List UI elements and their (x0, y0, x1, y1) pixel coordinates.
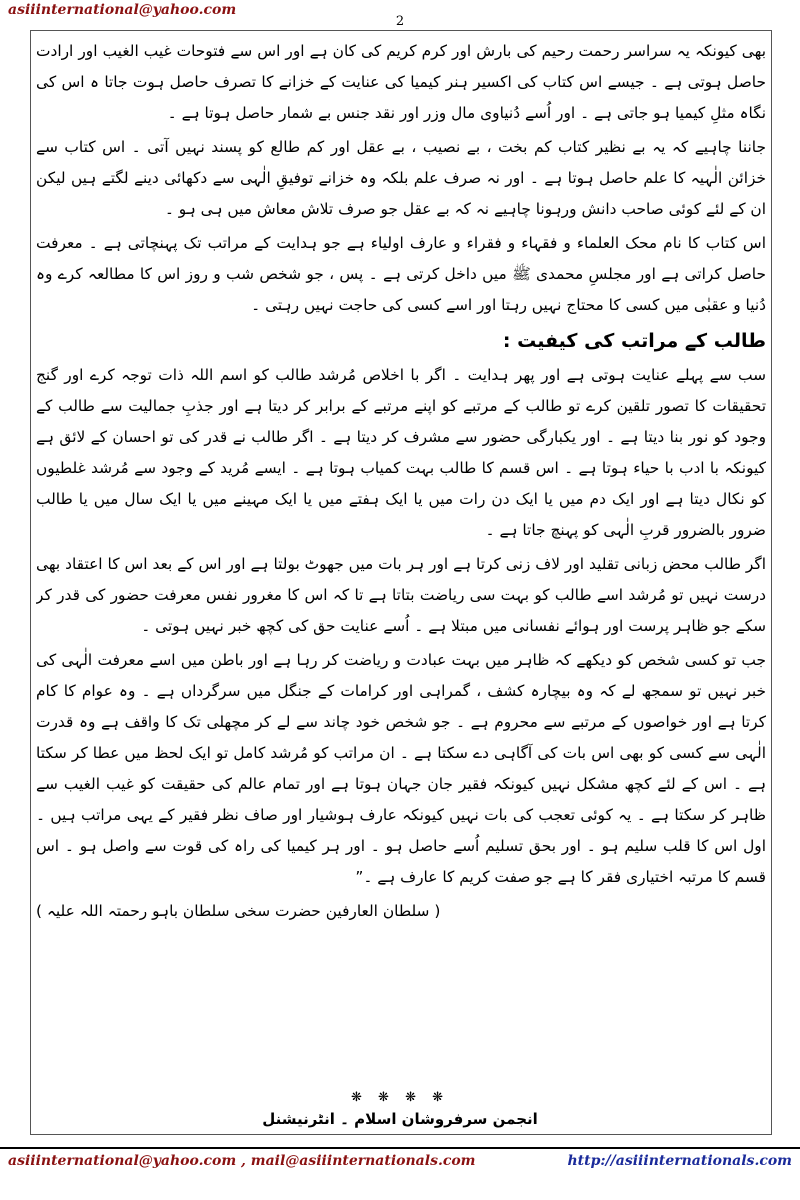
paragraph-5: اگر طالب محض زبانی تقلید اور لاف زنی کرتا ہے اور ہر بات میں جھوٹ بولتا ہے اور اس کے بعد اس کا اعتقاد بھی درست نہیں تو مُرشد اسے طالب کو بہت سی ریاضت بتاتا ہے تا کہ اس کا مغرور نفس معرفت حضور کی قدر کر سکے جو ظاہر پرست اور ہوائے نفسانی میں مبتلا ہے ۔ اُسے عنایت حق کی کچھ خبر نہیں ہوتی ۔ (36, 555, 766, 635)
paragraph-1: بھی کیونکہ یہ سراسر رحمت رحیم کی بارش اور کرم کریم کی کان ہے اور اس سے فتوحات غیب الغیب اور ارادت حاصل ہوتی ہے ۔ جیسے اس کتاب کی اکسیر ہنر کیمیا کی عنایت کے خزانے کا تصرف حاصل ہوت جاتا ہ اس کی نگاہ مثلِ کیمیا ہو جاتی ہے ۔ اور اُسے دُنیاوی مال وزر اور نقد جنس بے شمار حاصل ہوتا ہے ۔ (36, 42, 766, 122)
paragraph-3: اس کتاب کا نام محک العلماء و فقہاء و فقراء و عارف اولیاء ہے جو ہدایت کے مراتب تک پہنچاتی ہے ۔ معرفت حاصل کراتی ہے اور مجلسِ محمدی ﷺ میں داخل کرتی ہے ۔ پس ، جو شخص شب و روز اس کا مطالعہ کرے وہ دُنیا و عقبٰی میں کسی کا محتاج نہیں رہتا اور اسے کسی کی حاجت نہیں رہتی ۔ (36, 234, 766, 314)
citation: ( سلطان العارفین حضرت سخی سلطان باہو رحمتہ اللہ علیہ ) (36, 902, 441, 920)
paragraph-6: جب تو کسی شخص کو دیکھے کہ ظاہر میں بہت عبادت و ریاضت کر رہا ہے اور باطن میں اسے معرفت الٰہی کی خبر نہیں تو سمجھ لے کہ وہ بیچارہ کشف ، گمراہی اور کرامات کے جنگل میں سرگرداں ہے ۔ وہ عوام کا کام کرتا ہے اور خواصوں کے مرتبے سے محروم ہے ۔ جو شخص خود چاند سے لے کر مچھلی تک کا واقف ہے وہ قدرت الٰہی سے کسی کو بھی اس بات کی آگاہی دے سکتا ہے ۔ ان مراتب کو مُرشد کامل تو ایک لحظ میں عطا کر سکتا ہے ۔ اس کے لئے کچھ مشکل نہیں کیونکہ فقیر جان جہان ہوتا ہے اور تمام عالم کی حقیقت کو غیب الغیب سے ظاہر کر سکتا ہے ۔ یہ کوئی تعجب کی بات نہیں کیونکہ عارف ہوشیار اور صاف نظر فقیر کے یہی مراتب ہیں ۔ اول اس کا قلب سلیم ہو ۔ اور بحق تسلیم اُسے حاصل ہو ۔ اور ہر کیمیا کی راہ کی قوت سے واصل ہو ۔ اس قسم کا مرتبہ اختیاری فقر کا ہے جو صفت کریم کا عارف ہے ۔” (36, 651, 766, 886)
footer-website-link[interactable]: http://asiiinternationals.com (567, 1153, 792, 1169)
header-email[interactable]: asiiinternational@yahoo.com (8, 2, 237, 18)
section-heading: طالب کے مراتب کی کیفیت : (502, 330, 766, 352)
organization-name: انجمن سرفروشان اسلام ۔ انٹرنیشنل (262, 1110, 538, 1128)
page-number: 2 (395, 14, 405, 29)
paragraph-4: سب سے پہلے عنایت ہوتی ہے اور پھر ہدایت ۔ اگر با اخلاص مُرشد طالب کو اسم اللہ ذات توجہ کرے اور گنج تحقیقات کا تصور تلقین کرے تو طالب کے مرتبے کو اپنے مرتبے کے برابر کر دیتا ہے اور جذبِ جمالیت سے طالب کے وجود کو نور بنا دیتا ہے ۔ اور یکبارگی حضور سے مشرف کر دیتا ہے ۔ اگر طالب نے قدر کی تو احسان کے لائق ہے کیونکہ با ادب با حیاء ہوتا ہے ۔ اس قسم کا طالب بہت کمیاب ہوتا ہے ۔ ایسے مُرید کے وجود سے مُرشد غلطیوں کو نکال دیتا ہے اور ایک دم میں یا ایک دن رات میں یا ایک ہفتے میں یا ایک مہینے میں یا ایک سال میں یا طالب ضرور بالضرور قربِ الٰہی کو پہنچ جاتا ہے ۔ (36, 366, 766, 539)
footer-divider (0, 1147, 800, 1149)
decorative-stars: ❋ ❋ ❋ ❋ (351, 1090, 449, 1105)
footer-emails[interactable]: asiiinternational@yahoo.com , mail@asiiinternationals.com (8, 1153, 476, 1169)
paragraph-2: جاننا چاہیے کہ یہ بے نظیر کتاب کم بخت ، بے نصیب ، بے عقل اور کم طالع کو پسند نہیں آتی ۔ اس کتاب سے خزائن الٰہیہ کا علم حاصل ہوتا ہے ۔ اور نہ صرف علم بلکہ وہ خزانے توفیقِ الٰہی سے دکھائی دینے لگتے ہیں لیکن ان کے لئے کوئی صاحب دانش ورہونا چاہیے نہ کہ بے عقل جو صرف تلاش معاش میں ہی ہو ۔ (36, 138, 766, 218)
article-body (36, 36, 766, 1136)
